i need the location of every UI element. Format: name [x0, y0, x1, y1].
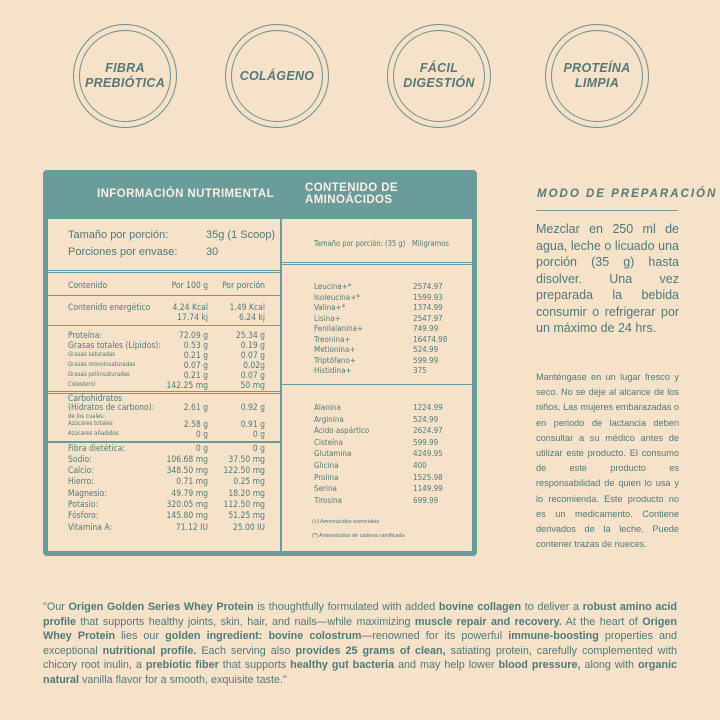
description-text: lies our [115, 630, 166, 642]
amino-value: 1525.98 [413, 472, 443, 482]
badge-prebiotic-fiber [73, 24, 177, 128]
description-text: that supports [218, 659, 291, 671]
nutrient-name: Azúcares añadidos [68, 430, 119, 437]
badge-label: FÁCIL DIGESTIÓN [403, 61, 475, 90]
nutrient-perserving: 112.50 mg [223, 500, 265, 510]
amino-value: 1224.99 [413, 403, 443, 412]
nutrient-name: Proteína: [68, 331, 103, 341]
serving-size-label: Tamaño por porción: [68, 229, 169, 241]
amino-name: Isoleucina+* [314, 292, 360, 302]
divider [282, 384, 472, 385]
nutrient-name: Colesterol [68, 381, 96, 388]
amino-value: 375 [413, 366, 427, 375]
nutrient-perserving: 0.91 g [240, 420, 265, 430]
nutrient-perserving: 25.34 g [235, 331, 265, 341]
nutrient-perserving: 0.07 g [240, 371, 265, 381]
description-highlight: healthy gut bacteria [290, 659, 395, 671]
nutrient-perserving: 122.50 mg [223, 466, 265, 476]
nutrient-name: Calcio: [68, 466, 94, 476]
description-highlight: blood pressure, [498, 659, 581, 671]
nutrient-per100: 320.05 mg [166, 500, 208, 510]
amino-value: 599.99 [413, 437, 439, 447]
nutrient-perserving: 51.25 mg [228, 511, 265, 521]
nutrient-name: de los cuales: [68, 413, 105, 420]
amino-name: Ácido aspártico [314, 426, 370, 436]
nutrient-per100: 0 g [195, 430, 208, 440]
nutrient-name: Contenido energético [68, 303, 151, 313]
amino-name: Valina+* [314, 303, 346, 312]
col-per100: Por 100 g [171, 281, 208, 291]
amino-value: 599.99 [413, 355, 439, 365]
divider [48, 270, 280, 271]
preparation-underline [536, 210, 678, 211]
amino-name: Arginina [314, 414, 344, 424]
amino-col-value: Miligramos [412, 239, 449, 248]
divider [282, 262, 472, 263]
description-highlight: organic natural [43, 659, 677, 686]
nutrient-per100: 71.12 IU [175, 523, 208, 533]
nutrient-perserving: 6.24 kj [238, 313, 265, 323]
nutrient-perserving: 18.20 mg [228, 489, 265, 499]
divider [48, 393, 280, 394]
nutrient-per100: 2.61 g [183, 403, 208, 413]
nutrient-per100: 0.21 g [183, 351, 208, 361]
amino-name: Cisteína [314, 437, 343, 447]
description-highlight: provides 25 grams of clean, [295, 644, 446, 657]
amino-name: Triptófano+ [314, 355, 356, 365]
nutrient-name: Fósforo: [68, 511, 99, 521]
amino-value: 16474.98 [413, 334, 448, 344]
amino-value: 1149.99 [413, 484, 443, 494]
nutrient-perserving: 0.07 g [240, 351, 265, 361]
amino-value: 400 [413, 461, 427, 470]
nutrient-per100: 49.79 mg [171, 489, 208, 499]
nutrient-name: Fibra dietética: [68, 444, 125, 454]
nutrient-per100: 0 g [195, 444, 208, 454]
description-text: At the heart of [561, 615, 643, 628]
servings-label: Porciones por envase: [68, 246, 178, 258]
description-text: is thoughtfully formulated with added [253, 601, 439, 613]
amino-name: Fenilalanina+ [314, 324, 364, 333]
description-text: that supports healthy joints, skin, hair, and nails—while maximizing [76, 615, 415, 628]
nutrient-perserving: 25.00 IU [232, 523, 265, 533]
description-text: properties and exceptional [43, 630, 678, 657]
amino-value: 1599.93 [413, 292, 443, 302]
amino-name: Glicina [314, 461, 339, 470]
badge-label: PROTEÍNA LIMPIA [563, 61, 631, 90]
col-perserving: Por porción [222, 281, 265, 291]
nutrient-per100: 0.53 g [183, 341, 208, 351]
amino-value: 524.99 [413, 345, 439, 354]
nutrient-name: Potasio: [68, 500, 99, 510]
description-text: Each serving also [196, 644, 296, 657]
description-highlight: Origen Whey Protein [43, 615, 677, 642]
description-text: to deliver a [521, 601, 583, 613]
amino-value: 2574.97 [413, 282, 443, 291]
description-text: —renowned for its powerful [361, 630, 509, 642]
nutrient-name: Azúcares totales [68, 420, 113, 427]
divider [48, 441, 280, 442]
nutrition-title: INFORMACIÓN NUTRIMENTAL [97, 188, 274, 200]
nutrient-perserving: 0.92 g [240, 403, 265, 413]
nutrient-per100: 145.80 mg [166, 511, 208, 521]
description-highlight: bovine collagen [438, 601, 522, 613]
description-text: "Our [43, 601, 69, 613]
nutrient-name: Carbohidratos [68, 394, 123, 404]
nutrient-per100: 0.07 g [183, 361, 208, 371]
amino-name: Leucina+* [314, 282, 352, 291]
badge-easy-digestion [387, 24, 491, 128]
nutrient-per100: 142.25 mg [166, 381, 208, 391]
nutrient-name: (Hidratos de carbono): [68, 403, 155, 413]
badge-label: COLÁGENO [239, 68, 315, 83]
amino-name: Prolina [314, 472, 339, 482]
preparation-title: MODO DE PREPARACIÓN [537, 188, 718, 200]
amino-value: 524.99 [413, 414, 439, 424]
nutrient-per100: 106.68 mg [166, 455, 208, 465]
panel-header [43, 170, 477, 218]
nutrient-perserving: 50 mg [240, 381, 265, 391]
nutrient-perserving: 0.19 g [240, 341, 265, 351]
nutrient-per100: 348.50 mg [166, 466, 208, 476]
description-text: vanilla flavor for a smooth, exquisite taste." [79, 673, 287, 686]
amino-name: Lisina+ [314, 313, 341, 323]
description-text: along with [580, 659, 638, 671]
amino-name: Histidina+ [314, 366, 352, 375]
nutrient-name: Sodio: [68, 455, 92, 465]
panel-body [47, 218, 473, 552]
nutrient-perserving: 37.50 mg [228, 455, 265, 465]
divider [48, 295, 280, 296]
description-highlight: immune-boosting [508, 630, 599, 642]
amino-col-name: Tamaño por porción: (35 g) [314, 239, 406, 248]
warning-note: Manténgase en un lugar fresco y seco. No se deje al alcance de los niños. Las mujeres embarazadas o en periodo de lactancia deben consultar a su médico antes de utilizar este producto. El consumo de este producto es responsabilidad de quien lo usa y lo recomienda. Este producto no es un medicamento. Contiene derivados de la leche. Puede contener trazas de nueces. [536, 372, 679, 550]
nutrient-name: Grasas monoinsaturadas [68, 361, 136, 368]
nutrient-name: Vitamina A: [68, 523, 113, 533]
nutrient-perserving: 0.02g [243, 361, 265, 371]
amino-name: Glutamina [314, 449, 352, 459]
amino-name: Serina [314, 484, 337, 494]
nutrition-panel [43, 170, 477, 556]
nutrient-perserving: 0 g [252, 430, 265, 440]
nutrient-perserving: 0.25 mg [233, 477, 265, 487]
amino-name: Metionina+ [314, 345, 356, 354]
description-highlight: nutritional profile. [102, 644, 197, 657]
nutrient-perserving: 0 g [252, 444, 265, 454]
badge-label: FIBRA PREBIÓTICA [84, 61, 166, 90]
amino-value: 2624.97 [413, 426, 443, 436]
nutrient-per100: 0.71 mg [176, 477, 208, 487]
description-text: and may help lower [394, 659, 499, 671]
nutrient-name: Hierro: [68, 477, 94, 487]
description-highlight: robust amino acid profile [43, 601, 677, 628]
product-description [43, 600, 677, 687]
divider [48, 391, 280, 392]
amino-name: Tirosina [314, 495, 343, 505]
description-text: satiating protein, carefully complemented with chicory root inulin, a [43, 644, 677, 671]
description-highlight: prebiotic fiber [145, 659, 219, 671]
divider [48, 442, 280, 443]
badge-collagen [225, 24, 329, 128]
amino-value: 699.99 [413, 495, 439, 505]
amino-value: 4249.95 [413, 449, 443, 459]
nutrient-name: Grasas poliinsaturadas [68, 371, 130, 378]
amino-value: 1374.99 [413, 303, 443, 312]
amino-value: 749.99 [413, 324, 439, 333]
amino-title: CONTENIDO DE AMINOÁCIDOS [305, 182, 398, 206]
description-highlight: Origen Golden Series Whey Protein [68, 601, 254, 613]
amino-value: 2547.97 [413, 313, 443, 323]
nutrient-per100: 0.21 g [183, 371, 208, 381]
preparation-text: Mezclar en 250 ml de agua, leche o licuado una porción (35 g) hasta disolver. Una vez preparada la bebida consumir o refrigerar por un máximo de 24 hrs. [536, 222, 679, 335]
description-highlight: golden ingredient: bovine colostrum [165, 630, 362, 642]
nutrient-perserving: 1.49 Kcal [229, 303, 265, 313]
description-highlight: muscle repair and recovery. [414, 615, 562, 628]
col-content: Contenido [68, 281, 108, 291]
nutrient-per100: 72.09 g [178, 331, 208, 341]
divider [282, 264, 472, 265]
nutrient-name: Grasas totales (Lípidos): [68, 341, 161, 351]
divider [48, 272, 280, 273]
amino-name: Treonina+ [314, 334, 351, 344]
amino-footnote-essential: (+) Aminoácidos esenciales [312, 519, 380, 525]
divider [48, 325, 280, 326]
servings-value: 30 [206, 246, 219, 258]
nutrient-per100: 2.58 g [183, 420, 208, 430]
nutrient-per100: 17.74 kj [177, 313, 208, 323]
badge-clean-protein [545, 24, 649, 128]
nutrient-name: Grasas saturadas [68, 351, 116, 358]
serving-size-value: 35g (1 Scoop) [206, 229, 276, 241]
nutrient-name: Magnesio: [68, 489, 108, 499]
nutrient-per100: 4.24 Kcal [172, 303, 208, 313]
column-divider [280, 219, 282, 551]
amino-footnote-branched: (*) Aminoácidos de cadena ramificada [312, 533, 405, 539]
amino-name: Alanina [314, 403, 341, 412]
